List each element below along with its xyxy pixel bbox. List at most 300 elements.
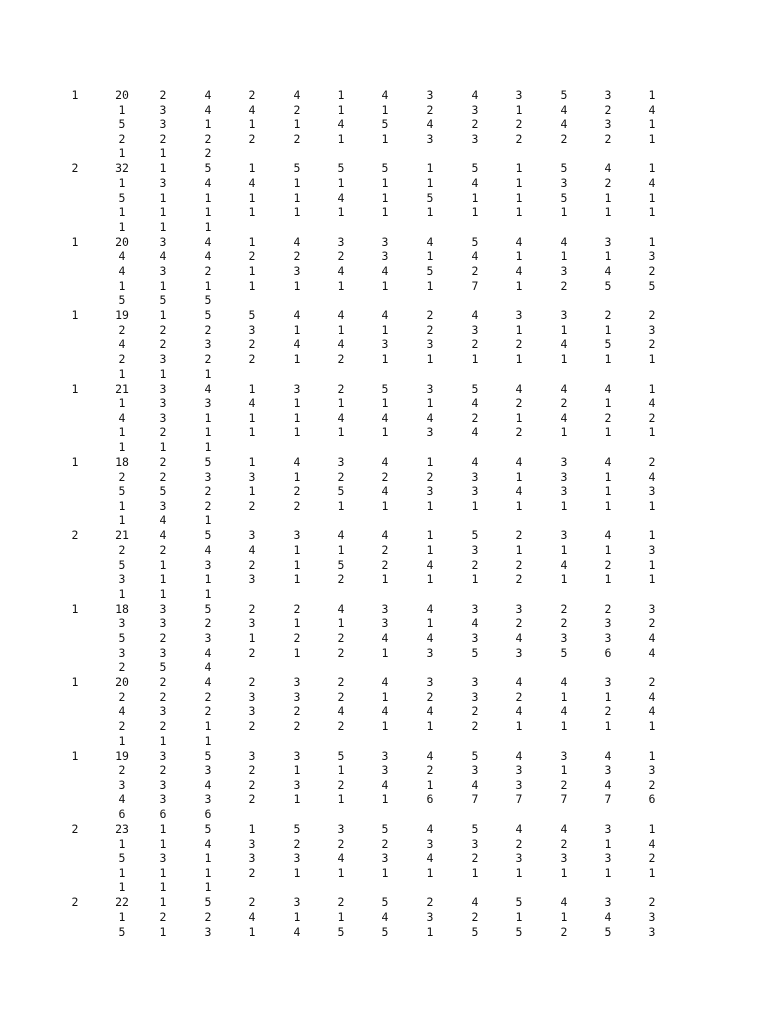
value-cell: 3 (159, 851, 167, 866)
value-cell: 3 (426, 425, 434, 440)
value-cell: 20 (115, 675, 129, 690)
value-cell: 5 (204, 293, 212, 308)
value-cell: 1 (381, 278, 389, 293)
value-cell: 3 (293, 528, 301, 543)
value-cell: 1 (560, 352, 568, 366)
value-cell: 3 (515, 601, 523, 616)
value-cell: 3 (560, 528, 568, 543)
value-cell: 4 (515, 381, 523, 396)
value-cell: 2 (515, 689, 523, 704)
value-cell: 1 (604, 352, 612, 366)
value-cell: 2 (426, 689, 434, 704)
value-cell: 4 (471, 777, 479, 792)
value-cell: 2 (426, 469, 434, 484)
value-cell: 2 (293, 498, 301, 513)
value-cell: 4 (159, 513, 167, 528)
value-cell: 1 (159, 557, 167, 572)
value-cell: 3 (560, 455, 568, 469)
value-cell: 1 (159, 205, 167, 220)
value-cell: 1 (293, 425, 301, 440)
value-cell: 1 (293, 278, 301, 293)
value-cell: 4 (204, 675, 212, 690)
value-cell: 21 (115, 381, 129, 396)
value-cell: 1 (648, 234, 656, 249)
value-cell: 4 (604, 455, 612, 469)
value-cell: 5 (604, 924, 612, 939)
record-label: 1 (71, 88, 79, 102)
value-cell: 1 (204, 880, 212, 895)
value-cell: 4 (426, 557, 434, 572)
value-cell: 4 (248, 543, 256, 557)
value-cell: 3 (471, 102, 479, 117)
value-cell: 20 (115, 234, 129, 249)
value-cell: 4 (426, 601, 434, 616)
value-cell: 1 (426, 616, 434, 631)
value-cell: 1 (118, 176, 126, 190)
value-cell: 5 (471, 748, 479, 763)
value-cell: 3 (604, 616, 612, 631)
value-cell: 4 (337, 264, 345, 278)
value-cell: 3 (248, 748, 256, 763)
value-cell: 1 (515, 161, 523, 176)
value-cell: 1 (248, 924, 256, 939)
value-cell: 5 (381, 381, 389, 396)
value-cell: 1 (560, 205, 568, 220)
value-cell: 1 (337, 205, 345, 220)
value-cell: 1 (426, 528, 434, 543)
record-label: 2 (71, 528, 79, 543)
value-cell: 1 (604, 396, 612, 411)
value-cell: 2 (204, 704, 212, 719)
value-cell: 3 (248, 689, 256, 704)
value-cell: 3 (648, 601, 656, 616)
value-cell: 1 (604, 484, 612, 499)
value-cell: 1 (118, 586, 126, 601)
value-cell: 4 (471, 895, 479, 910)
value-cell: 1 (471, 205, 479, 220)
value-cell: 1 (159, 146, 167, 161)
value-cell: 5 (560, 88, 568, 102)
value-cell: 2 (560, 836, 568, 851)
value-cell: 1 (248, 381, 256, 396)
value-cell: 3 (118, 572, 126, 587)
value-cell: 19 (115, 308, 129, 323)
record-label: 1 (71, 234, 79, 249)
value-cell: 1 (204, 865, 212, 880)
value-cell: 1 (648, 161, 656, 176)
value-cell: 2 (471, 117, 479, 132)
value-cell: 5 (204, 822, 212, 836)
value-cell: 2 (648, 308, 656, 323)
value-cell: 4 (118, 704, 126, 719)
value-cell: 1 (560, 910, 568, 924)
value-cell: 2 (337, 381, 345, 396)
value-cell: 4 (248, 176, 256, 190)
value-cell: 1 (648, 528, 656, 543)
value-cell: 3 (159, 704, 167, 719)
value-cell: 3 (204, 792, 212, 807)
value-cell: 3 (381, 763, 389, 778)
value-cell: 2 (337, 836, 345, 851)
value-cell: 4 (515, 455, 523, 469)
value-cell: 2 (648, 455, 656, 469)
value-cell: 2 (426, 308, 434, 323)
value-cell: 2 (248, 498, 256, 513)
value-cell: 2 (337, 777, 345, 792)
value-cell: 1 (648, 748, 656, 763)
value-cell: 1 (204, 410, 212, 425)
value-cell: 1 (515, 543, 523, 557)
value-cell: 1 (381, 190, 389, 205)
value-cell: 1 (293, 792, 301, 807)
value-cell: 1 (471, 352, 479, 366)
value-cell: 4 (381, 264, 389, 278)
value-cell: 4 (515, 484, 523, 499)
value-cell: 3 (293, 264, 301, 278)
value-cell: 1 (648, 498, 656, 513)
value-cell: 2 (604, 704, 612, 719)
value-cell: 1 (204, 586, 212, 601)
value-cell: 1 (337, 425, 345, 440)
value-cell: 1 (293, 176, 301, 190)
value-cell: 4 (604, 264, 612, 278)
value-cell: 1 (426, 455, 434, 469)
value-cell: 3 (426, 910, 434, 924)
value-cell: 1 (248, 161, 256, 176)
value-cell: 5 (560, 645, 568, 660)
value-cell: 3 (426, 131, 434, 146)
record-label: 1 (71, 748, 79, 763)
value-cell: 2 (471, 557, 479, 572)
value-cell: 1 (204, 440, 212, 454)
value-cell: 3 (248, 851, 256, 866)
value-cell: 1 (426, 543, 434, 557)
value-cell: 3 (515, 308, 523, 323)
value-cell: 2 (204, 131, 212, 146)
value-cell: 4 (248, 396, 256, 411)
value-cell: 2 (159, 425, 167, 440)
value-cell: 1 (204, 572, 212, 587)
value-cell: 4 (426, 822, 434, 836)
value-cell: 1 (204, 205, 212, 220)
value-cell: 4 (560, 822, 568, 836)
value-cell: 1 (118, 205, 126, 220)
value-cell: 3 (560, 851, 568, 866)
value-cell: 2 (560, 777, 568, 792)
value-cell: 1 (293, 205, 301, 220)
value-cell: 3 (471, 484, 479, 499)
value-cell: 4 (648, 704, 656, 719)
value-cell: 1 (159, 822, 167, 836)
value-cell: 1 (204, 719, 212, 733)
value-cell: 3 (471, 322, 479, 337)
value-cell: 4 (204, 777, 212, 792)
value-cell: 3 (204, 557, 212, 572)
value-cell: 4 (381, 675, 389, 690)
value-cell: 1 (159, 308, 167, 323)
value-cell: 4 (560, 381, 568, 396)
value-cell: 1 (204, 219, 212, 234)
value-cell: 5 (337, 924, 345, 939)
value-cell: 5 (471, 528, 479, 543)
value-cell: 3 (515, 88, 523, 102)
value-cell: 1 (118, 396, 126, 411)
value-cell: 4 (381, 455, 389, 469)
value-cell: 3 (159, 601, 167, 616)
value-cell: 1 (381, 352, 389, 366)
value-cell: 1 (293, 410, 301, 425)
value-cell: 2 (515, 396, 523, 411)
value-cell: 1 (381, 719, 389, 733)
value-cell: 2 (604, 131, 612, 146)
value-cell: 1 (515, 176, 523, 190)
value-cell: 4 (204, 660, 212, 675)
value-cell: 1 (118, 513, 126, 528)
value-cell: 1 (426, 498, 434, 513)
value-cell: 2 (293, 131, 301, 146)
value-cell: 5 (293, 161, 301, 176)
value-cell: 3 (159, 176, 167, 190)
value-cell: 4 (337, 337, 345, 352)
value-cell: 3 (381, 337, 389, 352)
value-cell: 2 (204, 689, 212, 704)
value-cell: 4 (204, 102, 212, 117)
value-cell: 2 (515, 616, 523, 631)
value-cell: 4 (560, 675, 568, 690)
value-cell: 1 (118, 425, 126, 440)
value-cell: 1 (648, 117, 656, 132)
value-cell: 2 (381, 469, 389, 484)
value-cell: 3 (381, 234, 389, 249)
value-cell: 5 (118, 484, 126, 499)
value-cell: 4 (118, 792, 126, 807)
value-cell: 4 (426, 704, 434, 719)
value-cell: 3 (648, 543, 656, 557)
value-cell: 1 (604, 836, 612, 851)
value-cell: 1 (293, 910, 301, 924)
value-cell: 3 (293, 675, 301, 690)
value-cell: 4 (204, 249, 212, 264)
value-cell: 2 (293, 719, 301, 733)
value-cell: 1 (604, 865, 612, 880)
value-cell: 2 (118, 352, 126, 366)
value-cell: 4 (159, 528, 167, 543)
value-cell: 4 (337, 117, 345, 132)
value-cell: 6 (426, 792, 434, 807)
value-cell: 2 (471, 410, 479, 425)
value-cell: 7 (604, 792, 612, 807)
value-cell: 2 (248, 675, 256, 690)
value-cell: 4 (515, 234, 523, 249)
value-cell: 1 (515, 910, 523, 924)
value-cell: 4 (604, 528, 612, 543)
value-cell: 21 (115, 528, 129, 543)
value-cell: 6 (204, 807, 212, 821)
value-cell: 1 (204, 425, 212, 440)
value-cell: 2 (248, 763, 256, 778)
value-cell: 4 (293, 337, 301, 352)
record-label: 1 (71, 381, 79, 396)
value-cell: 1 (204, 513, 212, 528)
value-cell: 1 (204, 278, 212, 293)
value-cell: 2 (515, 528, 523, 543)
value-cell: 5 (248, 308, 256, 323)
value-cell: 1 (337, 543, 345, 557)
value-cell: 4 (515, 631, 523, 645)
value-cell: 4 (515, 704, 523, 719)
value-cell: 4 (381, 410, 389, 425)
value-cell: 2 (337, 249, 345, 264)
value-cell: 3 (293, 895, 301, 910)
value-cell: 1 (515, 249, 523, 264)
value-cell: 2 (471, 264, 479, 278)
value-cell: 1 (648, 865, 656, 880)
value-cell: 4 (381, 631, 389, 645)
value-cell: 3 (648, 763, 656, 778)
value-cell: 2 (471, 910, 479, 924)
value-cell: 1 (648, 381, 656, 396)
value-cell: 2 (204, 484, 212, 499)
value-cell: 5 (471, 822, 479, 836)
value-cell: 5 (118, 117, 126, 132)
value-cell: 5 (381, 161, 389, 176)
value-cell: 1 (515, 190, 523, 205)
value-cell: 1 (515, 352, 523, 366)
value-cell: 1 (381, 322, 389, 337)
value-cell: 1 (560, 865, 568, 880)
value-cell: 7 (471, 792, 479, 807)
value-cell: 1 (248, 631, 256, 645)
value-cell: 3 (204, 763, 212, 778)
value-cell: 5 (515, 924, 523, 939)
value-cell: 4 (337, 308, 345, 323)
value-cell: 3 (159, 264, 167, 278)
value-cell: 5 (381, 822, 389, 836)
value-cell: 4 (381, 910, 389, 924)
value-cell: 3 (560, 631, 568, 645)
value-cell: 5 (337, 161, 345, 176)
value-cell: 1 (118, 219, 126, 234)
value-cell: 4 (204, 543, 212, 557)
value-cell: 3 (159, 777, 167, 792)
value-cell: 2 (293, 704, 301, 719)
value-cell: 3 (426, 381, 434, 396)
value-cell: 1 (604, 469, 612, 484)
record-label: 1 (71, 601, 79, 616)
value-cell: 1 (604, 190, 612, 205)
value-cell: 5 (471, 924, 479, 939)
value-cell: 1 (426, 865, 434, 880)
value-cell: 5 (159, 293, 167, 308)
value-cell: 3 (604, 675, 612, 690)
value-cell: 3 (248, 704, 256, 719)
value-cell: 1 (159, 366, 167, 381)
value-cell: 3 (471, 689, 479, 704)
value-cell: 2 (337, 689, 345, 704)
value-cell: 1 (248, 190, 256, 205)
value-cell: 2 (248, 352, 256, 366)
record-label: 2 (71, 895, 79, 910)
value-cell: 5 (118, 924, 126, 939)
value-cell: 1 (118, 836, 126, 851)
value-cell: 4 (471, 88, 479, 102)
value-cell: 2 (604, 557, 612, 572)
value-cell: 5 (648, 278, 656, 293)
value-cell: 4 (118, 249, 126, 264)
value-cell: 3 (604, 631, 612, 645)
value-cell: 2 (159, 543, 167, 557)
value-cell: 3 (293, 777, 301, 792)
value-cell: 1 (159, 865, 167, 880)
value-cell: 1 (560, 719, 568, 733)
value-cell: 5 (118, 851, 126, 866)
value-cell: 5 (560, 190, 568, 205)
value-cell: 2 (604, 601, 612, 616)
value-cell: 3 (471, 631, 479, 645)
value-cell: 3 (118, 645, 126, 660)
value-cell: 3 (471, 131, 479, 146)
value-cell: 1 (515, 205, 523, 220)
value-cell: 5 (159, 660, 167, 675)
value-cell: 4 (471, 396, 479, 411)
value-cell: 2 (204, 264, 212, 278)
value-cell: 1 (248, 410, 256, 425)
value-cell: 3 (337, 822, 345, 836)
value-cell: 4 (118, 264, 126, 278)
value-cell: 4 (604, 748, 612, 763)
value-cell: 1 (293, 763, 301, 778)
value-cell: 4 (337, 410, 345, 425)
value-cell: 3 (426, 675, 434, 690)
value-cell: 1 (293, 543, 301, 557)
value-cell: 4 (471, 308, 479, 323)
value-cell: 4 (560, 102, 568, 117)
value-cell: 4 (204, 176, 212, 190)
value-cell: 1 (293, 572, 301, 587)
record-label: 2 (71, 822, 79, 836)
value-cell: 5 (560, 161, 568, 176)
value-cell: 4 (204, 836, 212, 851)
value-cell: 3 (426, 337, 434, 352)
value-cell: 5 (204, 601, 212, 616)
value-cell: 2 (204, 910, 212, 924)
value-cell: 3 (159, 792, 167, 807)
value-cell: 1 (471, 498, 479, 513)
value-cell: 1 (381, 792, 389, 807)
value-cell: 1 (426, 278, 434, 293)
value-cell: 5 (471, 381, 479, 396)
value-cell: 3 (159, 410, 167, 425)
value-cell: 3 (248, 572, 256, 587)
value-cell: 2 (159, 631, 167, 645)
value-cell: 3 (648, 924, 656, 939)
value-cell: 2 (604, 102, 612, 117)
value-cell: 1 (337, 131, 345, 146)
value-cell: 2 (648, 675, 656, 690)
value-cell: 1 (381, 102, 389, 117)
value-cell: 1 (604, 498, 612, 513)
value-cell: 2 (159, 469, 167, 484)
value-cell: 20 (115, 88, 129, 102)
value-cell: 3 (560, 176, 568, 190)
value-cell: 3 (337, 234, 345, 249)
value-cell: 3 (560, 748, 568, 763)
value-cell: 2 (381, 557, 389, 572)
value-cell: 4 (337, 528, 345, 543)
value-cell: 3 (471, 836, 479, 851)
value-cell: 3 (159, 748, 167, 763)
value-cell: 3 (560, 264, 568, 278)
